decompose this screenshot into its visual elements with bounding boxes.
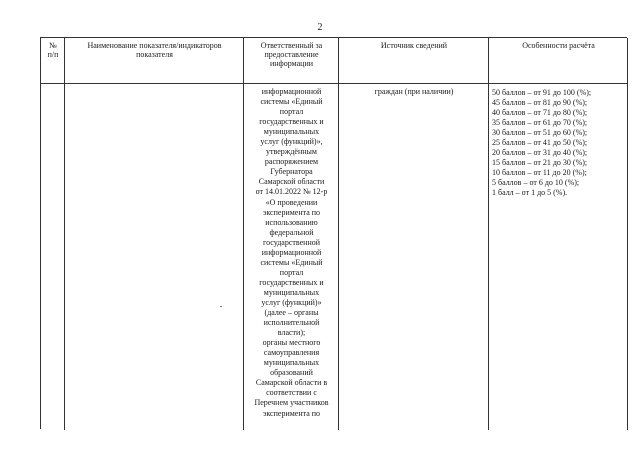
- cell-source: граждан (при наличии): [374, 87, 454, 96]
- cell-calc: 50 баллов – от 91 до 100 (%); 45 баллов – от 81 до 90 (%); 40 баллов – от 71 до 80 (%); 35 баллов – от 61 до 70 (%); 30 баллов – от 51 до 60 (%); 25 баллов – от 41 до 50 (%); 20 баллов – от 31 до 40 (%); 15 баллов – от 21 до 30 (%); 10 баллов – от 11 до 20 (%); 5 баллов – от 6 до 10 (%); 1 балл – от 1 до 5 (%).: [492, 88, 592, 198]
- scan-speck: [220, 306, 222, 307]
- header-source: Источник сведений: [380, 41, 448, 50]
- column-num: [41, 38, 65, 430]
- header-num: № п/п: [47, 41, 59, 59]
- indicator-table: [40, 37, 627, 429]
- cell-responsible: информационной системы «Единый портал государственных и муниципальных услуг (функций)», утверждённым распоряжением Губернатора Самарской области от 14.01.2022 № 12-р «О проведении эксперимента по использованию федеральной государственной информационной системы «Единый портал государственных и муниципальных услуг (функций)» (далее – органы исполнительной власти); органы местного самоуправления муниципальных образований Самарской области в соответствии с Перечнем участников эксперимента по: [254, 87, 329, 418]
- page-number: 2: [317, 22, 323, 33]
- header-responsible: Ответственный за предоставление информации: [260, 41, 323, 68]
- header-name: Наименование показателя/индикаторов показателя: [87, 41, 222, 59]
- header-calc: Особенности расчёта: [522, 41, 595, 50]
- column-name: [65, 38, 244, 430]
- header-separator: [41, 83, 628, 84]
